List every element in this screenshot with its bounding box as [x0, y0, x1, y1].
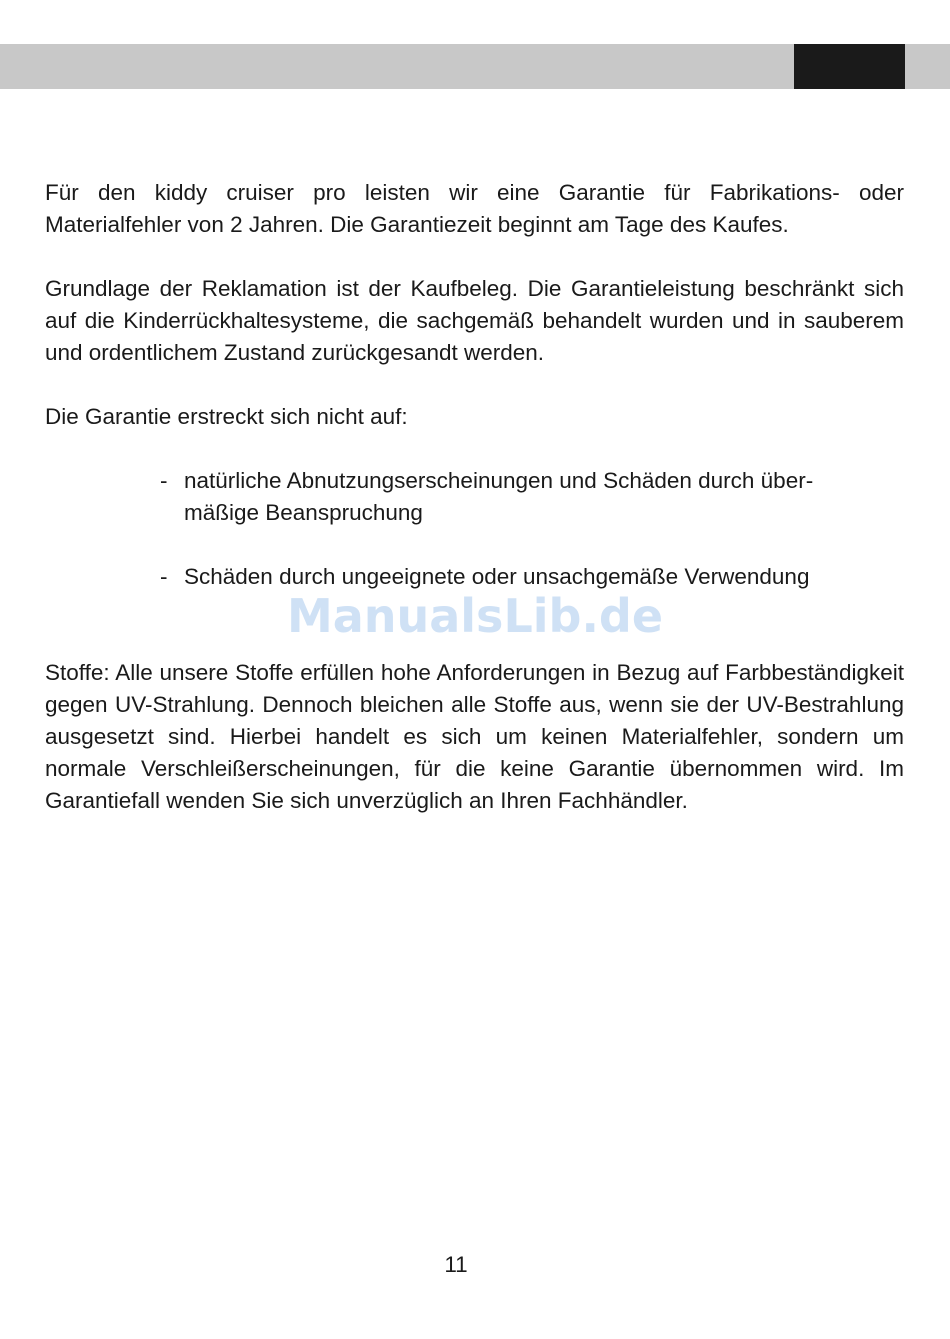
exclusions-list: [45, 465, 904, 593]
claim-paragraph: Grundlage der Reklamation ist der Kaufbeleg. Die Garantieleistung beschränkt sich auf die Kinderrückhaltesysteme, die sachgemäß behandelt wurden und in sauberem und ordentlichem Zustand zurückgesandt werden.: [45, 276, 904, 365]
header-block: [794, 44, 905, 89]
list-item-text: Schäden durch ungeeignete oder unsachgemäße Verwendung: [184, 564, 810, 589]
warranty-paragraph: Für den kiddy cruiser pro leisten wir eine Garantie für Fabrikations- oder Materialfehler von 2 Jahren. Die Garantiezeit beginnt am Tage des Kaufes.: [45, 180, 904, 237]
exclusions-intro: Die Garantie erstreckt sich nicht auf:: [45, 404, 408, 429]
page-content: [45, 177, 904, 817]
list-item-text: natürliche Abnutzungserscheinungen und Schäden durch über- mäßige Beanspruchung: [184, 468, 814, 525]
list-marker: -: [160, 564, 168, 589]
page-number: 11: [444, 1252, 468, 1277]
list-item: [160, 465, 904, 529]
fabrics-paragraph: Stoffe: Alle unsere Stoffe erfüllen hohe Anforderungen in Bezug auf Farbbeständigkeit gegen UV-Strahlung. Dennoch bleichen alle Stoffe aus, wenn sie der UV-Bestrahlung ausgesetzt sind. Hierbei handelt es sich um keinen Materialfehler, sondern um normale Verschleißerscheinungen, für die keine Garantie übernommen wird. Im Garantiefall wenden Sie sich unverzüglich an Ihren Fachhändler.: [45, 660, 904, 813]
list-marker: -: [160, 468, 168, 493]
watermark: ManualsLib.de: [286, 589, 664, 643]
